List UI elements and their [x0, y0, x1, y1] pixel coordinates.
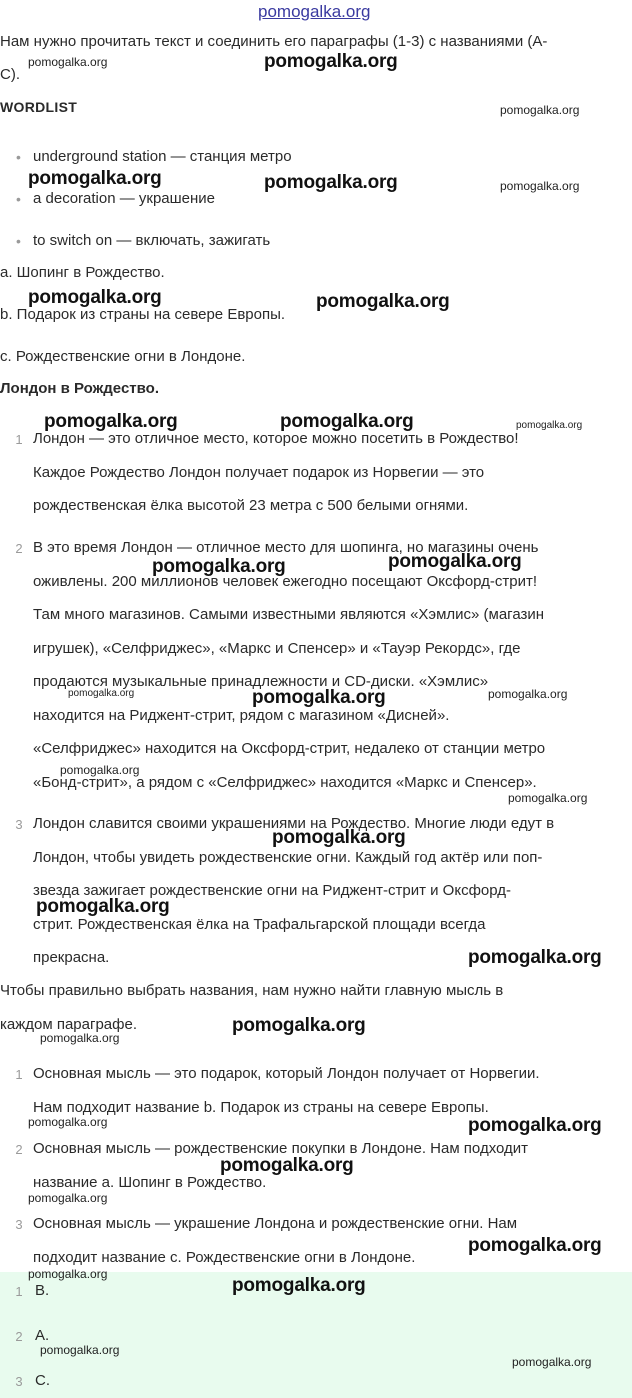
reason-line: Основная мысль — это подарок, который Лондон получает от Норвегии.	[33, 1065, 540, 1082]
reason-line: подходит название с. Рождественские огни в Лондоне.	[33, 1249, 416, 1266]
title-option-c: c. Рождественские огни в Лондоне.	[0, 348, 246, 365]
answer-number: 1	[15, 1284, 23, 1299]
bullet-icon: •	[16, 233, 21, 249]
explain-line-2: каждом параграфе.	[0, 1016, 137, 1033]
watermark: pomogalka.org	[60, 763, 140, 777]
watermark: pomogalka.org	[488, 687, 568, 701]
reason-number: 2	[15, 1142, 23, 1157]
bullet-icon: •	[16, 191, 21, 207]
watermark: pomogalka.org	[272, 827, 406, 848]
paragraph-line: Там много магазинов. Самыми известными являются «Хэмлис» (магазин	[33, 606, 545, 623]
watermark: pomogalka.org	[36, 896, 170, 917]
intro-line-1: Нам нужно прочитать текст и соединить его параграфы (1-3) с названиями (А-	[0, 33, 548, 50]
watermark: pomogalka.org	[264, 172, 398, 193]
paragraph-line: В это время Лондон — отличное место для шопинга, но магазины очень	[33, 539, 539, 556]
watermark: pomogalka.org	[232, 1015, 366, 1036]
watermark: pomogalka.org	[28, 1191, 108, 1205]
paragraph-line: игрушек), «Селфриджес», «Маркс и Спенсер» и «Тауэр Рекордс», где	[33, 640, 521, 657]
watermark-top: pomogalka.org	[258, 2, 371, 21]
text-title: Лондон в Рождество.	[0, 380, 159, 397]
reason-line: Основная мысль — рождественские покупки в Лондоне. Нам подходит	[33, 1140, 529, 1157]
watermark: pomogalka.org	[28, 1115, 108, 1129]
watermark: pomogalka.org	[468, 1235, 602, 1256]
paragraph-line: Лондон славится своими украшениями на Рождество. Многие люди едут в	[33, 815, 555, 832]
watermark: pomogalka.org	[152, 556, 286, 577]
watermark: pomogalka.org	[252, 687, 386, 708]
reason-line: Основная мысль — украшение Лондона и рождественские огни. Нам	[33, 1215, 518, 1232]
watermark: pomogalka.org	[516, 420, 583, 431]
paragraph-line: продаются музыкальные принадлежности и CD-диски. «Хэмлис»	[33, 673, 489, 690]
wordlist-item: a decoration — украшение	[33, 190, 216, 207]
wordlist-item: to switch on — включать, зажигать	[33, 232, 271, 249]
reason-number: 1	[15, 1067, 23, 1082]
watermark: pomogalka.org	[28, 287, 162, 308]
watermark: pomogalka.org	[232, 1275, 366, 1296]
watermark: pomogalka.org	[280, 411, 414, 432]
paragraph-line: «Бонд-стрит», а рядом с «Селфриджес» находится «Маркс и Спенсер».	[33, 774, 537, 791]
reason-number: 3	[15, 1217, 23, 1232]
paragraph-number: 3	[15, 817, 23, 832]
watermark: pomogalka.org	[264, 51, 398, 72]
intro-line-2: С).	[0, 66, 20, 83]
watermark: pomogalka.org	[512, 1355, 592, 1369]
paragraph-line: Лондон, чтобы увидеть рождественские огни. Каждый год актёр или поп-	[33, 849, 543, 866]
paragraph-line: звезда зажигает рождественские огни на Риджент-стрит и Оксфорд-	[33, 882, 511, 899]
watermark: pomogalka.org	[40, 1031, 120, 1045]
paragraph-line: Каждое Рождество Лондон получает подарок из Норвегии — это	[33, 464, 485, 481]
answer-value: A.	[35, 1327, 50, 1344]
paragraph-line: Лондон — это отличное место, которое можно посетить в Рождество!	[33, 430, 519, 447]
watermark: pomogalka.org	[468, 947, 602, 968]
reason-line: Нам подходит название b. Подарок из страны на севере Европы.	[33, 1099, 489, 1116]
paragraph-line: прекрасна.	[33, 949, 110, 966]
watermark: pomogalka.org	[468, 1115, 602, 1136]
answer-value: C.	[35, 1372, 50, 1389]
paragraph-number: 1	[15, 432, 23, 447]
paragraph-line: оживлены. 200 миллионов человек ежегодно посещают Оксфорд-стрит!	[33, 573, 538, 590]
title-option-b: b. Подарок из страны на севере Европы.	[0, 306, 286, 323]
paragraph-number: 2	[15, 541, 23, 556]
paragraph-line: рождественская ёлка высотой 23 метра с 500 белыми огнями.	[33, 497, 469, 514]
explain-line-1: Чтобы правильно выбрать названия, нам нужно найти главную мысль в	[0, 982, 504, 999]
watermark: pomogalka.org	[68, 688, 135, 699]
watermark: pomogalka.org	[28, 1267, 108, 1281]
bullet-icon: •	[16, 149, 21, 165]
answer-number: 2	[15, 1329, 23, 1344]
paragraph-line: стрит. Рождественская ёлка на Трафальгарской площади всегда	[33, 916, 486, 933]
watermark: pomogalka.org	[44, 411, 178, 432]
watermark: pomogalka.org	[500, 103, 580, 117]
watermark: pomogalka.org	[28, 55, 108, 69]
watermark: pomogalka.org	[316, 291, 450, 312]
watermark: pomogalka.org	[500, 179, 580, 193]
wordlist-heading: WORDLIST	[0, 99, 78, 115]
answer-number: 3	[15, 1374, 23, 1389]
reason-line: название а. Шопинг в Рождество.	[33, 1174, 267, 1191]
paragraph-line: «Селфриджес» находится на Оксфорд-стрит, недалеко от станции метро	[33, 740, 546, 757]
watermark: pomogalka.org	[508, 791, 588, 805]
watermark: pomogalka.org	[40, 1343, 120, 1357]
watermark: pomogalka.org	[28, 168, 162, 189]
title-option-a: a. Шопинг в Рождество.	[0, 264, 165, 281]
answer-value: B.	[35, 1282, 50, 1299]
paragraph-line: находится на Риджент-стрит, рядом с магазином «Дисней».	[33, 707, 450, 724]
watermark: pomogalka.org	[220, 1155, 354, 1176]
wordlist-item: underground station — станция метро	[33, 148, 292, 165]
watermark: pomogalka.org	[388, 551, 522, 572]
